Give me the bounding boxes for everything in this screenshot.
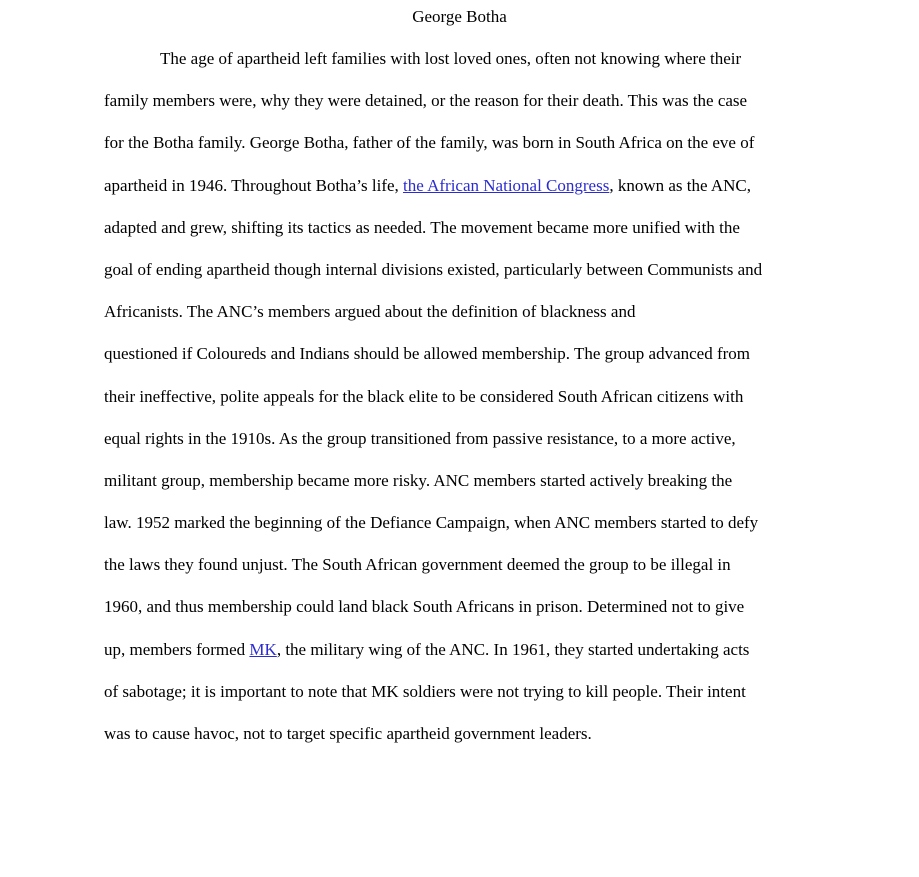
mk-link[interactable]: MK (249, 639, 277, 659)
body-line-4 (104, 175, 824, 217)
body-text: apartheid in 1946. Throughout Botha’s life, (104, 175, 404, 195)
body-line-17 (104, 723, 824, 765)
body-line-11 (104, 470, 824, 512)
document-body (104, 48, 824, 765)
body-line-9 (104, 386, 824, 428)
body-line-15 (104, 639, 824, 681)
body-line-10 (104, 428, 824, 470)
document-title: George Botha (412, 7, 507, 26)
body-text: of sabotage; it is important to note that MK soldiers were not trying to kill people. Their intent (104, 681, 746, 701)
body-text: law. 1952 marked the beginning of the Defiance Campaign, when ANC members started to defy (104, 513, 759, 533)
body-line-7 (104, 301, 824, 343)
body-text: , known as the ANC, (609, 175, 752, 195)
body-text: questioned if Coloureds and Indians should be allowed membership. The group advanced from (104, 344, 751, 364)
body-line-13 (104, 554, 824, 596)
body-text: the laws they found unjust. The South African government deemed the group to be illegal in (104, 555, 731, 575)
body-line-16 (104, 681, 824, 723)
anc-link[interactable]: the African National Congress (403, 175, 610, 195)
body-text: for the Botha family. George Botha, father of the family, was born in South Africa on the eve of (104, 133, 755, 153)
body-text: , the military wing of the ANC. In 1961, they started undertaking acts (276, 639, 750, 659)
body-text: family members were, why they were detained, or the reason for their death. This was the case (104, 91, 748, 111)
body-line-12 (104, 512, 824, 554)
body-text: was to cause havoc, not to target specific apartheid government leaders. (104, 724, 592, 743)
body-line-8 (104, 343, 824, 385)
body-line-6 (104, 259, 824, 301)
body-line-2 (104, 90, 824, 132)
body-text: adapted and grew, shifting its tactics as needed. The movement became more unified with the (104, 217, 740, 237)
body-text: militant group, membership became more risky. ANC members started actively breaking the (104, 470, 733, 490)
body-text: their ineffective, polite appeals for the black elite to be considered South African citizens with (104, 386, 744, 406)
body-text: Africanists. The ANC’s members argued about the definition of blackness and (104, 302, 636, 322)
body-line-3 (104, 132, 824, 174)
body-text: up, members formed (104, 639, 250, 659)
body-text: 1960, and thus membership could land black South Africans in prison. Determined not to give (104, 597, 745, 617)
body-text: The age of apartheid left families with lost loved ones, often not knowing where their (160, 49, 742, 68)
body-text: equal rights in the 1910s. As the group transitioned from passive resistance, to a more active, (104, 428, 736, 448)
body-text: goal of ending apartheid though internal divisions existed, particularly between Communists and (104, 259, 763, 279)
body-line-5 (104, 217, 824, 259)
body-line-14 (104, 596, 824, 638)
body-line-1 (104, 48, 824, 90)
